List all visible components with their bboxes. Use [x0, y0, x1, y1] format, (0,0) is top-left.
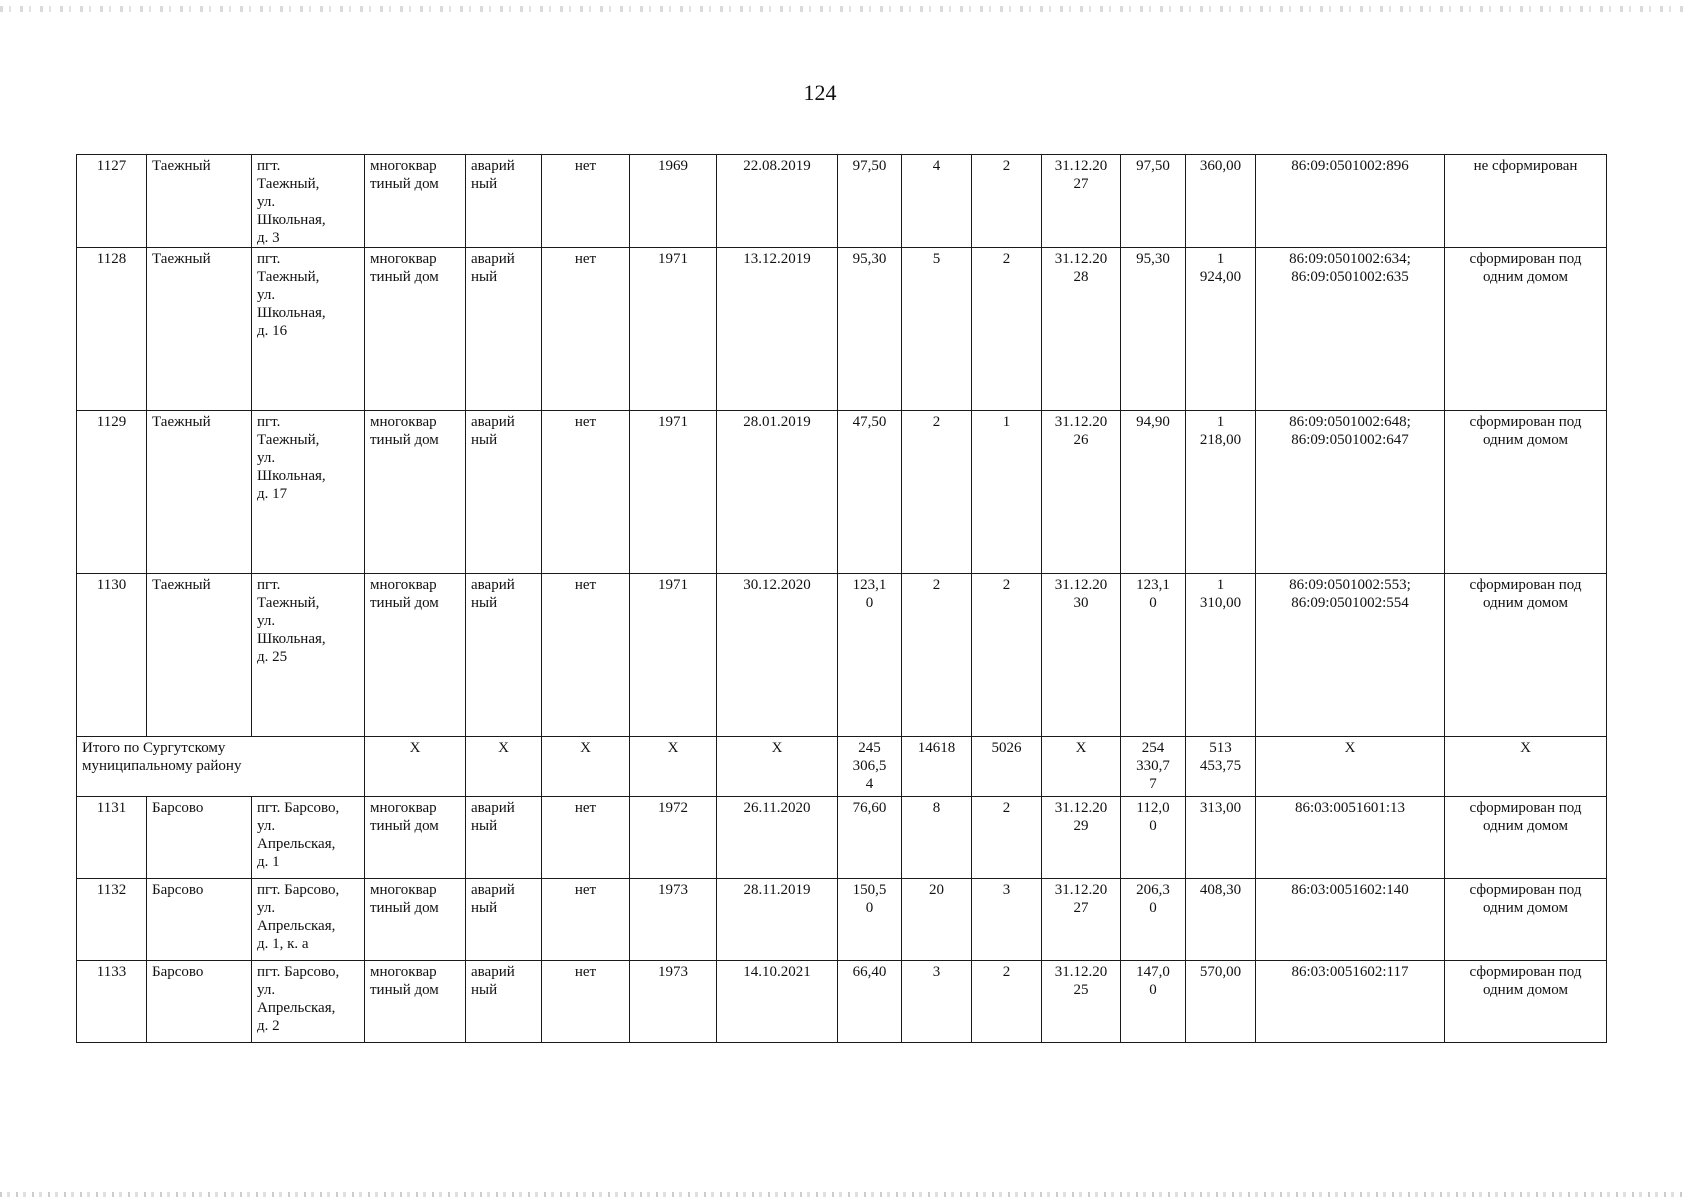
cell-land-status	[1445, 879, 1607, 961]
cell-address-line: д. 1	[257, 854, 280, 870]
cell-address-line: д. 16	[257, 323, 288, 339]
table-row	[77, 797, 1607, 879]
cell-area	[838, 155, 902, 248]
cell-deadline	[1042, 879, 1121, 961]
cell-year: 1969	[630, 155, 717, 248]
cell-house-type-line: многоквар	[370, 800, 437, 816]
cell-area	[838, 879, 902, 961]
cell-cadastre	[1256, 155, 1445, 248]
cell-address-line: ул.	[257, 613, 276, 629]
cell-area-3-line: 310,00	[1199, 595, 1242, 611]
cell-area-line: 0	[865, 900, 874, 916]
cell-deadline-line: 31.12.20	[1054, 251, 1108, 267]
cell-address	[252, 879, 365, 961]
cell-flag: нет	[542, 155, 630, 248]
cell-date: 30.12.2020	[717, 574, 838, 737]
cell-cadastre-line: 86:09:0501002:553;	[1289, 577, 1411, 593]
cell-number: 1127	[77, 155, 147, 248]
cell-house-type-line: тиный дом	[370, 432, 439, 448]
cell-cadastre-line: 86:03:0051602:140	[1291, 882, 1409, 898]
cell-flag: нет	[542, 961, 630, 1043]
cell-area-3	[1186, 248, 1256, 411]
total-area3-line: 513	[1209, 740, 1232, 756]
cell-land-status	[1445, 411, 1607, 574]
cell-area-line: 150,5	[852, 882, 887, 898]
cell-status-line: аварий	[471, 251, 515, 267]
cell-area-2-line: 95,30	[1136, 251, 1170, 267]
cell-address	[252, 411, 365, 574]
cell-area-2-line: 94,90	[1136, 414, 1170, 430]
cell-address	[252, 574, 365, 737]
cell-land-status-line: сформирован под	[1469, 414, 1582, 430]
cell-cadastre	[1256, 797, 1445, 879]
cell-area-2-line: 0	[1149, 900, 1157, 916]
cell-land-status	[1445, 797, 1607, 879]
cell-area-2-line: 97,50	[1136, 158, 1170, 174]
cell-house-type	[365, 248, 466, 411]
total-x-cell: X	[365, 737, 466, 797]
page-number: 124	[803, 80, 837, 105]
cell-address-line: д. 2	[257, 1018, 280, 1034]
table-row	[77, 411, 1607, 574]
cell-deadline-line: 26	[1073, 432, 1089, 448]
total-x-cell: X	[630, 737, 717, 797]
total-row	[77, 737, 1607, 797]
cell-area-2	[1121, 961, 1186, 1043]
cell-house-type-line: тиный дом	[370, 176, 439, 192]
cell-area	[838, 411, 902, 574]
cell-deadline-line: 27	[1073, 176, 1089, 192]
cell-area-line: 47,50	[852, 414, 887, 430]
table-row	[77, 155, 1607, 248]
cell-area-2	[1121, 155, 1186, 248]
cell-residents: 2	[902, 411, 972, 574]
cell-settlement: Барсово	[147, 797, 252, 879]
cell-area-3-line: 218,00	[1199, 432, 1242, 448]
cell-house-type-line: многоквар	[370, 882, 437, 898]
cell-land-status-line: одним домом	[1482, 432, 1569, 448]
cell-cadastre-line: 86:09:0501002:634;	[1289, 251, 1411, 267]
cell-area	[838, 248, 902, 411]
total-area1-line: 245	[858, 740, 881, 756]
cell-residents: 3	[902, 961, 972, 1043]
cell-cadastre-line: 86:09:0501002:635	[1291, 269, 1409, 285]
cell-area-3	[1186, 411, 1256, 574]
cell-area-3	[1186, 155, 1256, 248]
cell-residents: 5	[902, 248, 972, 411]
cell-year: 1972	[630, 797, 717, 879]
cell-address-line: ул.	[257, 982, 276, 998]
cell-address-line: д. 1, к. а	[257, 936, 309, 952]
cell-address-line: пгт. Барсово,	[257, 964, 340, 980]
cell-house-type-line: многоквар	[370, 577, 437, 593]
cell-address-line: ул.	[257, 900, 276, 916]
housing-register-table	[76, 154, 1607, 1043]
cell-house-type	[365, 961, 466, 1043]
total-area2-line: 254	[1141, 740, 1165, 756]
cell-area-line: 123,1	[852, 577, 887, 593]
cell-area-3-line: 360,00	[1199, 158, 1242, 174]
cell-date: 22.08.2019	[717, 155, 838, 248]
cell-address-line: пгт.	[257, 251, 281, 267]
cell-house-type-line: многоквар	[370, 158, 437, 174]
cell-area-2	[1121, 879, 1186, 961]
table-body-barsovo	[77, 797, 1607, 1043]
total-label	[77, 737, 365, 797]
cell-deadline	[1042, 411, 1121, 574]
cell-house-type	[365, 879, 466, 961]
cell-area	[838, 797, 902, 879]
cell-land-status-line: одним домом	[1482, 269, 1569, 285]
cell-area	[838, 961, 902, 1043]
cell-address-line: Школьная,	[257, 631, 326, 647]
cell-address	[252, 961, 365, 1043]
cell-land-status	[1445, 574, 1607, 737]
cell-land-status-line: не сформирован	[1473, 158, 1578, 174]
cell-land-status-line: одним домом	[1482, 982, 1569, 998]
cell-area-line: 95,30	[852, 251, 887, 267]
cell-address-line: пгт. Барсово,	[257, 800, 340, 816]
cell-address-line: Апрельская,	[257, 918, 336, 934]
cell-status	[466, 961, 542, 1043]
cell-address-line: пгт. Барсово,	[257, 882, 340, 898]
total-area2-line: 7	[1149, 776, 1157, 792]
cell-address-line: Школьная,	[257, 468, 326, 484]
cell-land-status	[1445, 155, 1607, 248]
total-area3	[1186, 737, 1256, 797]
cell-flag: нет	[542, 248, 630, 411]
cell-units: 2	[972, 574, 1042, 737]
cell-area-2	[1121, 797, 1186, 879]
cell-deadline-line: 31.12.20	[1054, 964, 1108, 980]
cell-address-line: д. 3	[257, 230, 280, 246]
cell-number: 1133	[77, 961, 147, 1043]
cell-area-2-line: 0	[1149, 982, 1157, 998]
cell-settlement: Таежный	[147, 248, 252, 411]
cell-area-2-line: 0	[1149, 818, 1157, 834]
total-x-cell: X	[542, 737, 630, 797]
cell-date: 14.10.2021	[717, 961, 838, 1043]
cell-flag: нет	[542, 574, 630, 737]
total-label-line: муниципальному району	[82, 758, 242, 774]
cell-settlement: Таежный	[147, 411, 252, 574]
cell-year: 1971	[630, 574, 717, 737]
cell-deadline-line: 30	[1073, 595, 1089, 611]
total-area2-line: 330,7	[1136, 758, 1170, 774]
cell-cadastre	[1256, 248, 1445, 411]
cell-residents: 20	[902, 879, 972, 961]
cell-address-line: пгт.	[257, 577, 281, 593]
scan-edge-bottom	[0, 1192, 1686, 1197]
cell-deadline-line: 31.12.20	[1054, 414, 1108, 430]
cell-address-line: ул.	[257, 287, 276, 303]
cell-area-3-line: 313,00	[1199, 800, 1242, 816]
cell-area	[838, 574, 902, 737]
cell-deadline-line: 31.12.20	[1054, 882, 1108, 898]
cell-area-2-line: 112,0	[1136, 800, 1170, 816]
cell-cadastre	[1256, 411, 1445, 574]
total-label-line: Итого по Сургутскому	[82, 740, 226, 756]
total-x-cell: X	[466, 737, 542, 797]
cell-date: 28.11.2019	[717, 879, 838, 961]
cell-area-3-line: 570,00	[1199, 964, 1242, 980]
cell-cadastre-line: 86:09:0501002:648;	[1289, 414, 1411, 430]
total-area2	[1121, 737, 1186, 797]
cell-address-line: Апрельская,	[257, 836, 336, 852]
cell-house-type-line: тиный дом	[370, 900, 439, 916]
cell-year: 1971	[630, 411, 717, 574]
cell-address-line: пгт.	[257, 158, 281, 174]
table-row	[77, 961, 1607, 1043]
cell-units: 2	[972, 155, 1042, 248]
scan-edge-top	[0, 6, 1686, 12]
cell-address-line: пгт.	[257, 414, 281, 430]
cell-land-status-line: сформирован под	[1469, 577, 1582, 593]
cell-units: 1	[972, 411, 1042, 574]
cell-address-line: Школьная,	[257, 212, 326, 228]
total-n1: 14618	[902, 737, 972, 797]
cell-deadline-line: 31.12.20	[1054, 577, 1108, 593]
total-x-cell: X	[1445, 737, 1607, 797]
cell-land-status-line: одним домом	[1482, 900, 1569, 916]
cell-house-type	[365, 155, 466, 248]
cell-residents: 8	[902, 797, 972, 879]
cell-status-line: ный	[471, 269, 498, 285]
cell-area-2	[1121, 248, 1186, 411]
cell-deadline-line: 31.12.20	[1054, 158, 1108, 174]
cell-address-line: Апрельская,	[257, 1000, 336, 1016]
total-n2: 5026	[972, 737, 1042, 797]
cell-house-type-line: тиный дом	[370, 818, 439, 834]
cell-area-3	[1186, 879, 1256, 961]
cell-house-type	[365, 574, 466, 737]
cell-address	[252, 155, 365, 248]
cell-land-status	[1445, 248, 1607, 411]
cell-status-line: ный	[471, 900, 498, 916]
cell-address-line: д. 25	[257, 649, 288, 665]
cell-status-line: ный	[471, 982, 498, 998]
cell-area-line: 66,40	[852, 964, 887, 980]
cell-number: 1129	[77, 411, 147, 574]
cell-status-line: аварий	[471, 800, 515, 816]
cell-status-line: ный	[471, 818, 498, 834]
cell-number: 1132	[77, 879, 147, 961]
cell-area-2	[1121, 411, 1186, 574]
cell-cadastre-line: 86:09:0501002:647	[1291, 432, 1409, 448]
cell-area-3-line: 408,30	[1199, 882, 1242, 898]
cell-date: 28.01.2019	[717, 411, 838, 574]
cell-address-line: Школьная,	[257, 305, 326, 321]
cell-cadastre-line: 86:03:0051602:117	[1291, 964, 1409, 980]
cell-number: 1131	[77, 797, 147, 879]
cell-land-status-line: сформирован под	[1469, 251, 1582, 267]
cell-date: 26.11.2020	[717, 797, 838, 879]
cell-cadastre	[1256, 574, 1445, 737]
cell-settlement: Барсово	[147, 961, 252, 1043]
cell-status-line: ный	[471, 432, 498, 448]
cell-cadastre	[1256, 879, 1445, 961]
cell-status-line: аварий	[471, 964, 515, 980]
total-area1-line: 306,5	[852, 758, 887, 774]
total-area1	[838, 737, 902, 797]
cell-area-3-line: 1	[1216, 414, 1225, 430]
cell-house-type-line: тиный дом	[370, 269, 439, 285]
cell-number: 1130	[77, 574, 147, 737]
cell-status-line: ный	[471, 176, 498, 192]
total-x-cell: X	[1256, 737, 1445, 797]
total-x-cell: X	[717, 737, 838, 797]
cell-area-2	[1121, 574, 1186, 737]
cell-address-line: ул.	[257, 450, 276, 466]
cell-status	[466, 797, 542, 879]
total-area1-line: 4	[865, 776, 874, 792]
cell-address	[252, 248, 365, 411]
cell-address-line: Таежный,	[257, 269, 320, 285]
cell-year: 1973	[630, 961, 717, 1043]
cell-flag: нет	[542, 879, 630, 961]
table-row	[77, 879, 1607, 961]
cell-deadline-line: 25	[1073, 982, 1089, 998]
cell-area-3	[1186, 797, 1256, 879]
cell-settlement: Таежный	[147, 574, 252, 737]
cell-residents: 4	[902, 155, 972, 248]
cell-residents: 2	[902, 574, 972, 737]
cell-deadline	[1042, 248, 1121, 411]
cell-status-line: аварий	[471, 882, 515, 898]
cell-house-type	[365, 411, 466, 574]
cell-area-3-line: 1	[1216, 577, 1225, 593]
cell-area-3	[1186, 961, 1256, 1043]
cell-status	[466, 574, 542, 737]
cell-area-2-line: 206,3	[1136, 882, 1170, 898]
cell-house-type-line: многоквар	[370, 414, 437, 430]
cell-units: 2	[972, 961, 1042, 1043]
cell-address-line: Таежный,	[257, 176, 320, 192]
cell-number: 1128	[77, 248, 147, 411]
cell-status-line: аварий	[471, 577, 515, 593]
cell-address	[252, 797, 365, 879]
cell-land-status-line: одним домом	[1482, 595, 1569, 611]
cell-status-line: аварий	[471, 158, 515, 174]
cell-cadastre-line: 86:09:0501002:896	[1291, 158, 1409, 174]
cell-house-type-line: многоквар	[370, 964, 437, 980]
cell-status-line: ный	[471, 595, 498, 611]
cell-area-2-line: 0	[1149, 595, 1157, 611]
cell-area-3	[1186, 574, 1256, 737]
cell-area-line: 76,60	[852, 800, 887, 816]
cell-units: 2	[972, 797, 1042, 879]
table-row	[77, 248, 1607, 411]
cell-deadline	[1042, 155, 1121, 248]
cell-area-line: 97,50	[852, 158, 887, 174]
cell-year: 1973	[630, 879, 717, 961]
cell-house-type	[365, 797, 466, 879]
cell-address-line: д. 17	[257, 486, 288, 502]
cell-status	[466, 411, 542, 574]
cell-land-status-line: сформирован под	[1469, 964, 1582, 980]
cell-settlement: Таежный	[147, 155, 252, 248]
cell-land-status-line: сформирован под	[1469, 800, 1582, 816]
cell-status	[466, 155, 542, 248]
cell-area-3-line: 1	[1216, 251, 1225, 267]
cell-status-line: аварий	[471, 414, 515, 430]
cell-land-status-line: одним домом	[1482, 818, 1569, 834]
table-row	[77, 574, 1607, 737]
total-x-cell: X	[1042, 737, 1121, 797]
cell-area-line: 0	[865, 595, 874, 611]
total-area3-line: 453,75	[1199, 758, 1242, 774]
cell-cadastre	[1256, 961, 1445, 1043]
cell-deadline-line: 29	[1073, 818, 1089, 834]
cell-deadline	[1042, 797, 1121, 879]
cell-cadastre-line: 86:03:0051601:13	[1294, 800, 1405, 816]
cell-units: 2	[972, 248, 1042, 411]
cell-area-2-line: 147,0	[1136, 964, 1170, 980]
cell-area-3-line: 924,00	[1199, 269, 1242, 285]
cell-deadline	[1042, 574, 1121, 737]
cell-address-line: Таежный,	[257, 432, 320, 448]
cell-land-status	[1445, 961, 1607, 1043]
cell-year: 1971	[630, 248, 717, 411]
cell-land-status-line: сформирован под	[1469, 882, 1582, 898]
cell-cadastre-line: 86:09:0501002:554	[1291, 595, 1409, 611]
cell-flag: нет	[542, 797, 630, 879]
cell-address-line: ул.	[257, 818, 276, 834]
cell-house-type-line: тиный дом	[370, 982, 439, 998]
cell-address-line: ул.	[257, 194, 276, 210]
table-body-taezhny	[77, 155, 1607, 737]
cell-flag: нет	[542, 411, 630, 574]
cell-date: 13.12.2019	[717, 248, 838, 411]
cell-units: 3	[972, 879, 1042, 961]
cell-status	[466, 879, 542, 961]
cell-deadline-line: 31.12.20	[1054, 800, 1108, 816]
cell-deadline-line: 27	[1073, 900, 1089, 916]
table-total-row	[77, 737, 1607, 797]
cell-settlement: Барсово	[147, 879, 252, 961]
cell-area-2-line: 123,1	[1136, 577, 1170, 593]
cell-address-line: Таежный,	[257, 595, 320, 611]
cell-house-type-line: многоквар	[370, 251, 437, 267]
cell-deadline	[1042, 961, 1121, 1043]
cell-status	[466, 248, 542, 411]
cell-house-type-line: тиный дом	[370, 595, 439, 611]
cell-deadline-line: 28	[1073, 269, 1089, 285]
